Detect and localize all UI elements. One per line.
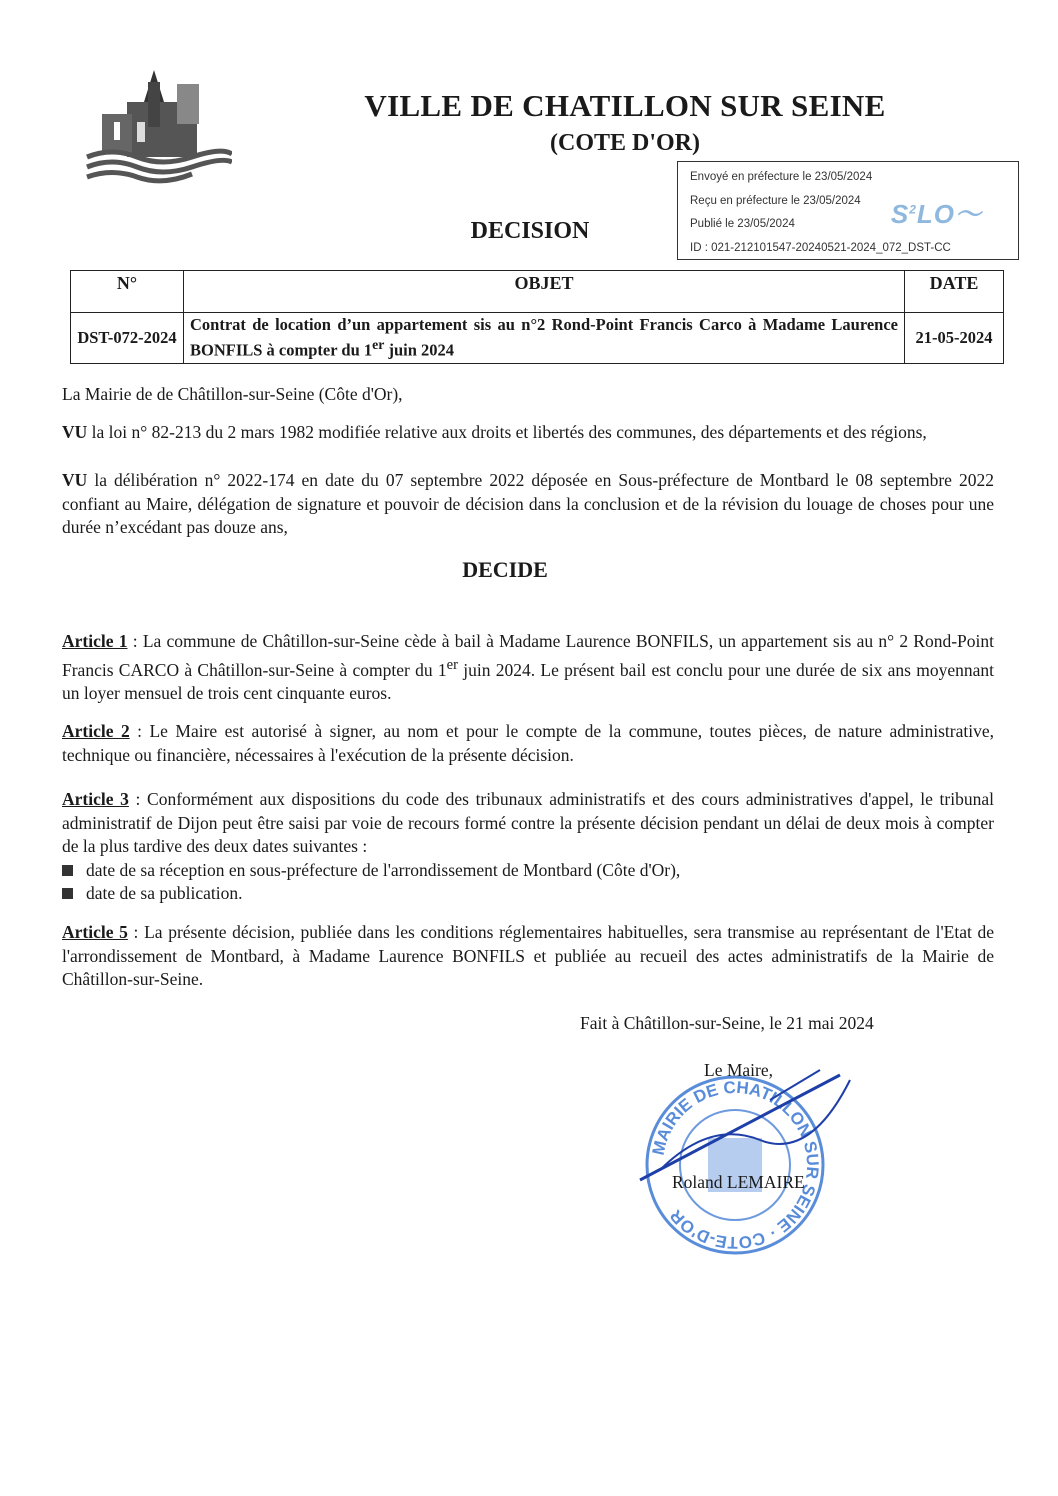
article-5: Article 5 : La présente décision, publiée dans les conditions réglementaires habituelles, sera transmise au représentant de l'Etat de l'arrondissement de Montbard, à Madame Laurence BONFILS et publiée au recueil des actes administratifs de la Mairie de Châtillon-sur-Seine.	[62, 922, 995, 989]
stamp-id: ID : 021-212101547-20240521-2024_072_DST-CC	[690, 241, 951, 254]
article-1: Article 1 : La commune de Châtillon-sur-Seine cède à bail à Madame Laurence BONFILS, un appartement sis au n° 2 Rond-Point Francis CARCO à Châtillon-sur-Seine à compter du 1er juin 2024. Le présent bail est conclu pour une durée de six ans moyennant un loyer mensuel de trois cent cinquante euros.	[62, 631, 995, 703]
decision-number: DST-072-2024	[71, 313, 184, 364]
bullet-square-icon	[62, 888, 73, 899]
stamp-received: Reçu en préfecture le 23/05/2024	[690, 194, 861, 207]
table-row	[71, 313, 1004, 364]
article-3-bullet-2: date de sa publication.	[62, 882, 994, 906]
decision-heading: DECISION	[470, 218, 590, 244]
article-3-bullet-1: date de sa réception en sous-préfecture de l'arrondissement de Montbard (Côte d'Or),	[62, 859, 994, 883]
town-title: VILLE DE CHATILLON SUR SEINE	[364, 88, 886, 123]
article-3: Article 3 : Conformément aux dispositions du code des tribunaux administratifs et des cours administratives d'appel, le tribunal administratif de Dijon peut être saisi par voie de recours formé contre la présente décision pendant un délai de deux mois à compter de la plus tardive des deux dates suivantes : date de sa réception en sous-préfecture de l'arrondissement de Montbard (Côte d'Or), date de sa publication.	[62, 788, 994, 906]
table-header-row	[71, 271, 1004, 313]
department-subtitle: (COTE D'OR)	[550, 130, 700, 156]
stamp-published: Publié le 23/05/2024	[690, 218, 795, 230]
article-2: Article 2 : Le Maire est autorisé à signer, au nom et pour le compte de la commune, toutes pièces, de nature administrative, technique ou financière, nécessaires à l'exécution de la présente décision.	[62, 721, 994, 765]
place-date: Fait à Châtillon-sur-Seine, le 21 mai 2024	[580, 1013, 874, 1033]
vu-deliberation-paragraph: VU la délibération n° 2022-174 en date du 07 septembre 2022 déposée en Sous-préfecture de Montbard le 08 septembre 2022 confiant au Maire, délégation de signature et pouvoir de décision dans la conclusion et de la révision du louage de choses pour une durée n’excédant pas douze ans,	[62, 470, 994, 537]
svg-text:MAIRIE DE CHATILLON SUR SEINE: MAIRIE DE CHATILLON SUR SEINE · COTE-D'OR	[648, 1077, 823, 1253]
town-logo	[82, 62, 232, 192]
decision-object: Contrat de location d’un appartement sis au n°2 Rond-Point Francis Carco à Madame Laurence BONFILS à compter du 1er juin 2024	[184, 313, 905, 364]
stamp-sent: Envoyé en préfecture le 23/05/2024	[690, 171, 873, 183]
mayor-signature	[620, 1060, 880, 1200]
s2lo-logo: $S^2LO$〜	[890, 199, 982, 229]
header-object: OBJET	[184, 271, 905, 313]
mayor-title: Le Maire,	[704, 1060, 773, 1080]
header-date: DATE	[905, 271, 1004, 313]
decide-heading: DECIDE	[462, 557, 548, 582]
bullet-square-icon	[62, 865, 73, 876]
decision-date: 21-05-2024	[905, 313, 1004, 364]
prefecture-stamp	[677, 161, 1019, 260]
mayor-name: Roland LEMAIRE	[672, 1172, 805, 1192]
decision-table	[70, 270, 1004, 364]
header-number: N°	[71, 271, 184, 313]
vu-loi-paragraph: VU la loi n° 82-213 du 2 mars 1982 modifiée relative aux droits et libertés des communes, des départements et des régions,	[62, 422, 927, 442]
mairie-line: La Mairie de de Châtillon-sur-Seine (Côte d'Or),	[62, 384, 403, 404]
